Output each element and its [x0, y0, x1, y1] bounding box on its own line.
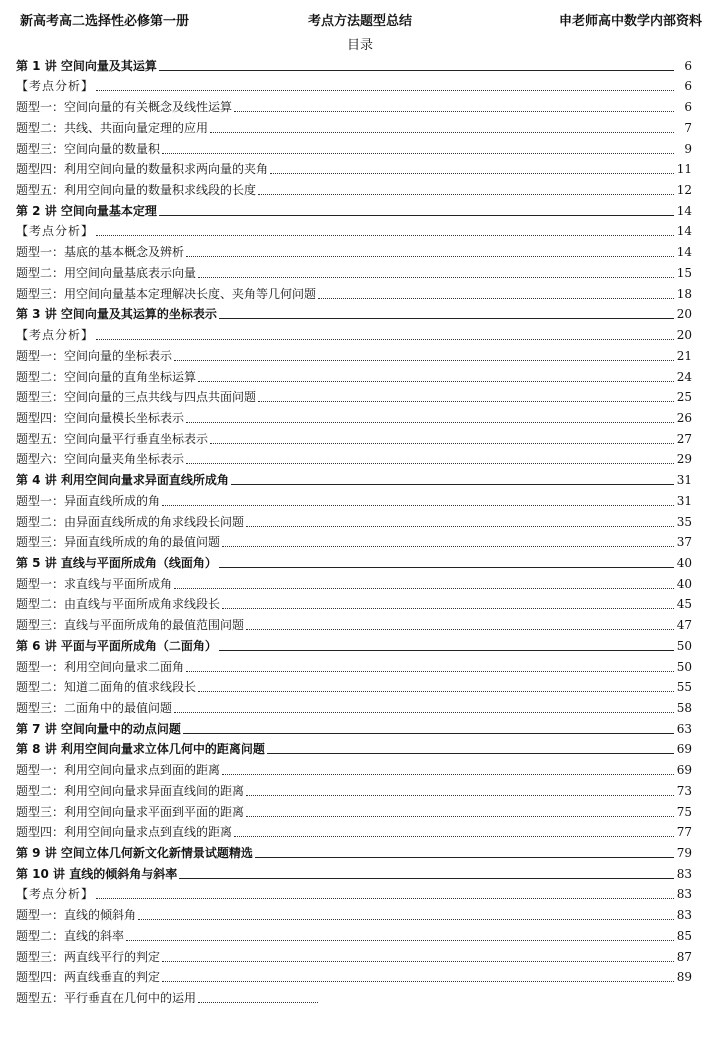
- dot-leader: [186, 463, 674, 464]
- dot-leader: [219, 650, 674, 651]
- dot-leader: [198, 277, 674, 278]
- toc-entry-label: 题型三：直线与平面所成角的最值范围问题: [16, 618, 245, 633]
- dot-leader: [198, 1002, 318, 1003]
- toc-entry-page-number: 25: [676, 390, 692, 405]
- dot-leader: [255, 857, 674, 858]
- dot-leader: [222, 774, 674, 775]
- dot-leader: [222, 608, 674, 609]
- toc-entry-page-number: 75: [676, 804, 692, 819]
- toc-entry-type[interactable]: [16, 778, 692, 799]
- header-left: 新高考高二选择性必修第一册: [20, 14, 190, 29]
- toc-entry-type[interactable]: [16, 799, 692, 820]
- toc-entry-page-number: 27: [676, 431, 692, 446]
- toc-entry-page-number: 77: [676, 825, 692, 840]
- toc-entry-type[interactable]: [16, 965, 692, 986]
- toc-entry-lecture[interactable]: [16, 716, 692, 737]
- toc-entry-page-number: 58: [676, 701, 692, 715]
- toc-entry-label: 题型四：两直线垂直的判定: [16, 970, 161, 985]
- toc-entry-page-number: 12: [676, 183, 692, 198]
- dot-leader: [183, 733, 674, 734]
- toc-entry-label: 题型三：两直线平行的判定: [16, 949, 161, 964]
- dot-leader: [174, 712, 674, 713]
- toc-entry-label: 题型三：异面直线所成的角的最值问题: [16, 535, 221, 550]
- toc-entry-type[interactable]: [16, 177, 692, 198]
- table-of-contents: [16, 53, 692, 1006]
- toc-entry-type[interactable]: [16, 902, 692, 923]
- dot-leader: [219, 567, 674, 568]
- toc-entry-page-number: 37: [676, 535, 692, 550]
- dot-leader: [270, 173, 674, 174]
- toc-entry-page-number: 14: [676, 203, 692, 218]
- dot-leader: [174, 360, 674, 361]
- toc-entry-page-number: 83: [676, 908, 692, 923]
- header-right: 申老师高中数学内部资料: [558, 14, 702, 29]
- toc-entry-label: 【考点分析】: [16, 79, 95, 94]
- toc-entry-label: 题型四：利用空间向量的数量积求两向量的夹角: [16, 162, 269, 177]
- dot-leader: [231, 484, 674, 485]
- toc-entry-page-number: 69: [676, 742, 692, 757]
- dot-leader: [96, 898, 674, 899]
- toc-entry-label: 题型二：共线、共面向量定理的应用: [16, 120, 209, 135]
- toc-entry-page-number: 83: [676, 887, 692, 902]
- toc-entry-page-number: 15: [676, 265, 692, 280]
- toc-entry-label: 题型四：空间向量模长坐标表示: [16, 410, 185, 425]
- toc-entry-page-number: 26: [676, 410, 692, 425]
- toc-entry-label: 第 2 讲 空间向量基本定理: [16, 203, 157, 218]
- toc-entry-lecture[interactable]: [16, 633, 692, 654]
- toc-entry-page-number: 9: [684, 141, 692, 156]
- toc-entry-analysis[interactable]: [16, 74, 692, 95]
- toc-entry-type[interactable]: [16, 115, 692, 136]
- toc-entry-type[interactable]: [16, 426, 692, 447]
- toc-entry-type[interactable]: [16, 944, 692, 965]
- toc-entry-page-number: 87: [676, 949, 692, 964]
- toc-entry-label: 题型一：基底的基本概念及辨析: [16, 245, 185, 260]
- toc-entry-lecture[interactable]: [16, 861, 692, 882]
- dot-leader: [162, 153, 674, 154]
- toc-entry-label: 题型一：空间向量的有关概念及线性运算: [16, 100, 233, 115]
- dot-leader: [138, 919, 674, 920]
- toc-entry-analysis[interactable]: [16, 322, 692, 343]
- dot-leader: [174, 588, 674, 589]
- toc-entry-label: 题型一：异面直线所成的角: [16, 493, 161, 508]
- dot-leader: [186, 422, 674, 423]
- toc-entry-type[interactable]: [16, 136, 692, 157]
- toc-title: 目录: [346, 38, 373, 53]
- toc-entry-label: 第 8 讲 利用空间向量求立体几何中的距离问题: [16, 742, 265, 757]
- dot-leader: [234, 836, 674, 837]
- toc-entry-lecture[interactable]: [16, 302, 692, 323]
- toc-entry-label: 题型三：二面角中的最值问题: [16, 701, 173, 715]
- toc-entry-page-number: 63: [676, 721, 692, 736]
- dot-leader: [222, 546, 674, 547]
- toc-entry-label: 第 10 讲 直线的倾斜角与斜率: [16, 866, 178, 881]
- toc-entry-type[interactable]: [16, 157, 692, 178]
- toc-entry-type[interactable]: [16, 94, 692, 115]
- toc-entry-type[interactable]: [16, 757, 692, 778]
- toc-entry-label: 题型二：由直线与平面所成角求线段长: [16, 597, 221, 612]
- toc-entry-page-number: 45: [676, 597, 692, 612]
- toc-entry-label: 题型一：直线的倾斜角: [16, 908, 137, 923]
- toc-entry-type[interactable]: [16, 343, 692, 364]
- toc-entry-page-number: 14: [676, 245, 692, 260]
- toc-entry-page-number: 69: [676, 763, 692, 778]
- toc-entry-page-number: 47: [676, 618, 692, 633]
- toc-entry-label: 题型二：利用空间向量求异面直线间的距离: [16, 783, 245, 798]
- toc-entry-label: 第 5 讲 直线与平面所成角（线面角）: [16, 555, 217, 570]
- dot-leader: [258, 401, 674, 402]
- toc-entry-label: 第 4 讲 利用空间向量求异面直线所成角: [16, 473, 229, 488]
- toc-entry-page-number: 14: [676, 224, 692, 239]
- toc-entry-label: 第 3 讲 空间向量及其运算的坐标表示: [16, 307, 217, 322]
- toc-entry-lecture[interactable]: [16, 198, 692, 219]
- toc-entry-type[interactable]: [16, 820, 692, 841]
- toc-entry-page-number: 6: [684, 58, 692, 73]
- toc-entry-label: 第 6 讲 平面与平面所成角（二面角）: [16, 638, 217, 653]
- dot-leader: [96, 339, 674, 340]
- toc-entry-label: 题型四：利用空间向量求点到直线的距离: [16, 825, 233, 840]
- toc-entry-label: 题型二：空间向量的直角坐标运算: [16, 369, 197, 384]
- dot-leader: [179, 878, 674, 879]
- toc-entry-type[interactable]: [16, 364, 692, 385]
- toc-entry-label: 第 9 讲 空间立体几何新文化新情景试题精选: [16, 846, 253, 861]
- toc-entry-page-number: 7: [684, 120, 692, 135]
- dot-leader: [219, 318, 674, 319]
- toc-entry-lecture[interactable]: [16, 467, 692, 488]
- dot-leader: [246, 795, 674, 796]
- toc-entry-type[interactable]: [16, 281, 692, 302]
- toc-entry-label: 题型六：空间向量夹角坐标表示: [16, 452, 185, 467]
- toc-entry-page-number: 50: [676, 659, 692, 674]
- toc-entry-type[interactable]: [16, 385, 692, 406]
- dot-leader: [126, 940, 674, 941]
- toc-entry-label: 题型二：直线的斜率: [16, 928, 125, 943]
- toc-entry-type[interactable]: [16, 612, 692, 633]
- toc-entry-label: 第 7 讲 空间向量中的动点问题: [16, 721, 181, 736]
- toc-entry-label: 【考点分析】: [16, 224, 95, 239]
- toc-entry-type[interactable]: [16, 923, 692, 944]
- dot-leader: [96, 90, 674, 91]
- toc-entry-page-number: 35: [676, 514, 692, 529]
- toc-entry-label: 题型三：空间向量的三点共线与四点共面问题: [16, 390, 257, 405]
- dot-leader: [162, 505, 674, 506]
- toc-entry-page-number: 31: [676, 493, 692, 508]
- toc-entry-lecture[interactable]: [16, 737, 692, 758]
- page-header: [0, 10, 720, 32]
- toc-entry-page-number: 73: [676, 783, 692, 798]
- dot-leader: [258, 194, 674, 195]
- toc-entry-label: 题型五：平行垂直在几何中的运用: [16, 991, 197, 1006]
- toc-entry-page-number: 6: [684, 100, 692, 115]
- header-center: 考点方法题型总结: [307, 14, 412, 29]
- toc-entry-type[interactable]: [16, 488, 692, 509]
- dot-leader: [246, 816, 674, 817]
- toc-entry-type[interactable]: [16, 654, 692, 675]
- toc-entry-type[interactable]: [16, 530, 692, 551]
- toc-entry-lecture[interactable]: [16, 53, 692, 74]
- toc-entry-label: 题型三：利用空间向量求平面到平面的距离: [16, 804, 245, 819]
- dot-leader: [246, 629, 674, 630]
- dot-leader: [159, 215, 674, 216]
- toc-entry-page-number: 55: [676, 680, 692, 695]
- dot-leader: [198, 691, 674, 692]
- toc-entry-lecture[interactable]: [16, 840, 692, 861]
- toc-entry-label: 题型五：空间向量平行垂直坐标表示: [16, 431, 209, 446]
- toc-entry-type[interactable]: [16, 571, 692, 592]
- dot-leader: [96, 235, 674, 236]
- dot-leader: [234, 111, 674, 112]
- toc-entry-page-number: 40: [676, 555, 692, 570]
- toc-entry-page-number: 31: [676, 473, 692, 488]
- dot-leader: [210, 443, 674, 444]
- toc-entry-page-number: 89: [676, 970, 692, 985]
- dot-leader: [198, 381, 674, 382]
- toc-entry-label: 【考点分析】: [16, 887, 95, 902]
- toc-entry-type[interactable]: [16, 985, 692, 1006]
- toc-entry-type[interactable]: [16, 695, 692, 716]
- toc-entry-label: 题型一：空间向量的坐标表示: [16, 348, 173, 363]
- toc-entry-page-number: 83: [676, 866, 692, 881]
- toc-entry-label: 题型一：利用空间向量求二面角: [16, 659, 185, 674]
- dot-leader: [246, 526, 674, 527]
- dot-leader: [186, 671, 674, 672]
- toc-entry-page-number: 24: [676, 369, 692, 384]
- toc-entry-page-number: 85: [676, 928, 692, 943]
- toc-entry-page-number: 29: [676, 452, 692, 467]
- toc-entry-page-number: 79: [676, 846, 692, 861]
- toc-entry-type[interactable]: [16, 405, 692, 426]
- toc-entry-label: 题型三：用空间向量基本定理解决长度、夹角等几何问题: [16, 286, 317, 301]
- dot-leader: [318, 298, 674, 299]
- dot-leader: [267, 753, 674, 754]
- toc-entry-page-number: 6: [684, 79, 692, 94]
- toc-entry-lecture[interactable]: [16, 550, 692, 571]
- toc-entry-label: 题型二：由异面直线所成的角求线段长问题: [16, 514, 245, 529]
- dot-leader: [162, 961, 674, 962]
- toc-entry-label: 题型五：利用空间向量的数量积求线段的长度: [16, 183, 257, 198]
- toc-entry-type[interactable]: [16, 239, 692, 260]
- dot-leader: [186, 256, 674, 257]
- toc-entry-page-number: 21: [676, 348, 692, 363]
- toc-entry-label: 【考点分析】: [16, 328, 95, 343]
- toc-entry-type[interactable]: [16, 509, 692, 530]
- toc-entry-analysis[interactable]: [16, 219, 692, 240]
- dot-leader: [159, 70, 674, 71]
- dot-leader: [210, 132, 674, 133]
- toc-entry-label: 题型三：空间向量的数量积: [16, 141, 161, 156]
- toc-entry-page-number: 18: [676, 286, 692, 301]
- toc-entry-label: 题型一：利用空间向量求点到面的距离: [16, 763, 221, 778]
- toc-entry-type[interactable]: [16, 447, 692, 468]
- dot-leader: [162, 981, 674, 982]
- toc-entry-page-number: 11: [676, 162, 692, 177]
- toc-entry-type[interactable]: [16, 260, 692, 281]
- toc-entry-type[interactable]: [16, 592, 692, 613]
- toc-entry-analysis[interactable]: [16, 882, 692, 903]
- toc-entry-page-number: 20: [676, 307, 692, 322]
- toc-entry-label: 题型一：求直线与平面所成角: [16, 576, 173, 591]
- toc-entry-page-number: 40: [676, 576, 692, 591]
- toc-entry-page-number: 50: [676, 638, 692, 653]
- toc-entry-page-number: 20: [676, 328, 692, 343]
- toc-entry-label: 题型二：用空间向量基底表示向量: [16, 265, 197, 280]
- toc-entry-label: 题型二：知道二面角的值求线段长: [16, 680, 197, 695]
- toc-entry-type[interactable]: [16, 675, 692, 696]
- toc-entry-label: 第 1 讲 空间向量及其运算: [16, 58, 157, 73]
